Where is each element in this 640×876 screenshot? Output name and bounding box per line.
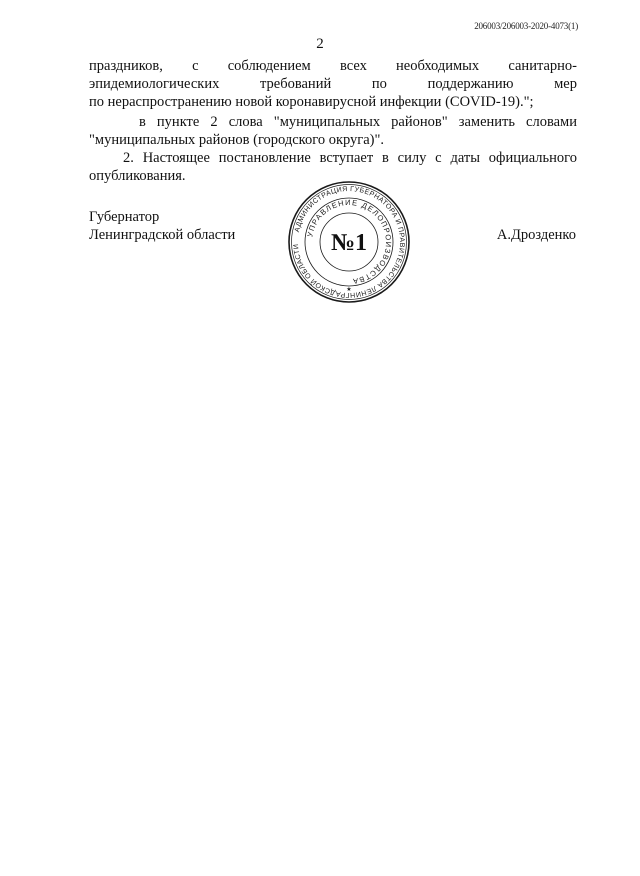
seal-inner-text: УПРАВЛЕНИЕ ДЕЛОПРОИЗВОДСТВА (305, 197, 394, 286)
seal-outer-text: АДМИНИСТРАЦИЯ ГУБЕРНАТОРА И ПРАВИТЕЛЬСТВА ЛЕНИНГРАДСКОЙ ОБЛАСТИ (292, 185, 406, 299)
body-paragraph-3 (89, 149, 577, 167)
body-line: в пункте 2 слова "муниципальных районов" заменить словами (139, 114, 577, 130)
body-paragraph-1 (89, 75, 577, 93)
signatory-region: Ленинградской области (89, 227, 236, 243)
signatory-name: А.Дрозденко (496, 227, 576, 243)
body-line: "муниципальных районов (городского округа)". (89, 132, 385, 148)
page-number: 2 (316, 36, 324, 52)
body-paragraph-1 (89, 93, 577, 111)
body-line: эпидемиологических требований по поддержанию мер (89, 76, 577, 92)
signatory-title: Губернатор (89, 209, 160, 225)
body-line: опубликования. (89, 168, 186, 184)
body-line: праздников, с соблюдением всех необходимых санитарно- (89, 58, 577, 74)
seal-star-icon: ★ (346, 286, 352, 293)
document-id: 206003/206003-2020-4073(1) (474, 21, 578, 31)
official-seal (287, 180, 411, 304)
body-line: по нераспространению новой коронавирусной инфекции (COVID-19)."; (89, 94, 534, 110)
body-paragraph-2 (89, 131, 577, 149)
body-paragraph-2 (89, 113, 577, 131)
seal-center-number: №1 (330, 230, 368, 256)
body-paragraph-1 (89, 57, 577, 75)
body-line: 2. Настоящее постановление вступает в силу с даты официального (123, 150, 577, 166)
